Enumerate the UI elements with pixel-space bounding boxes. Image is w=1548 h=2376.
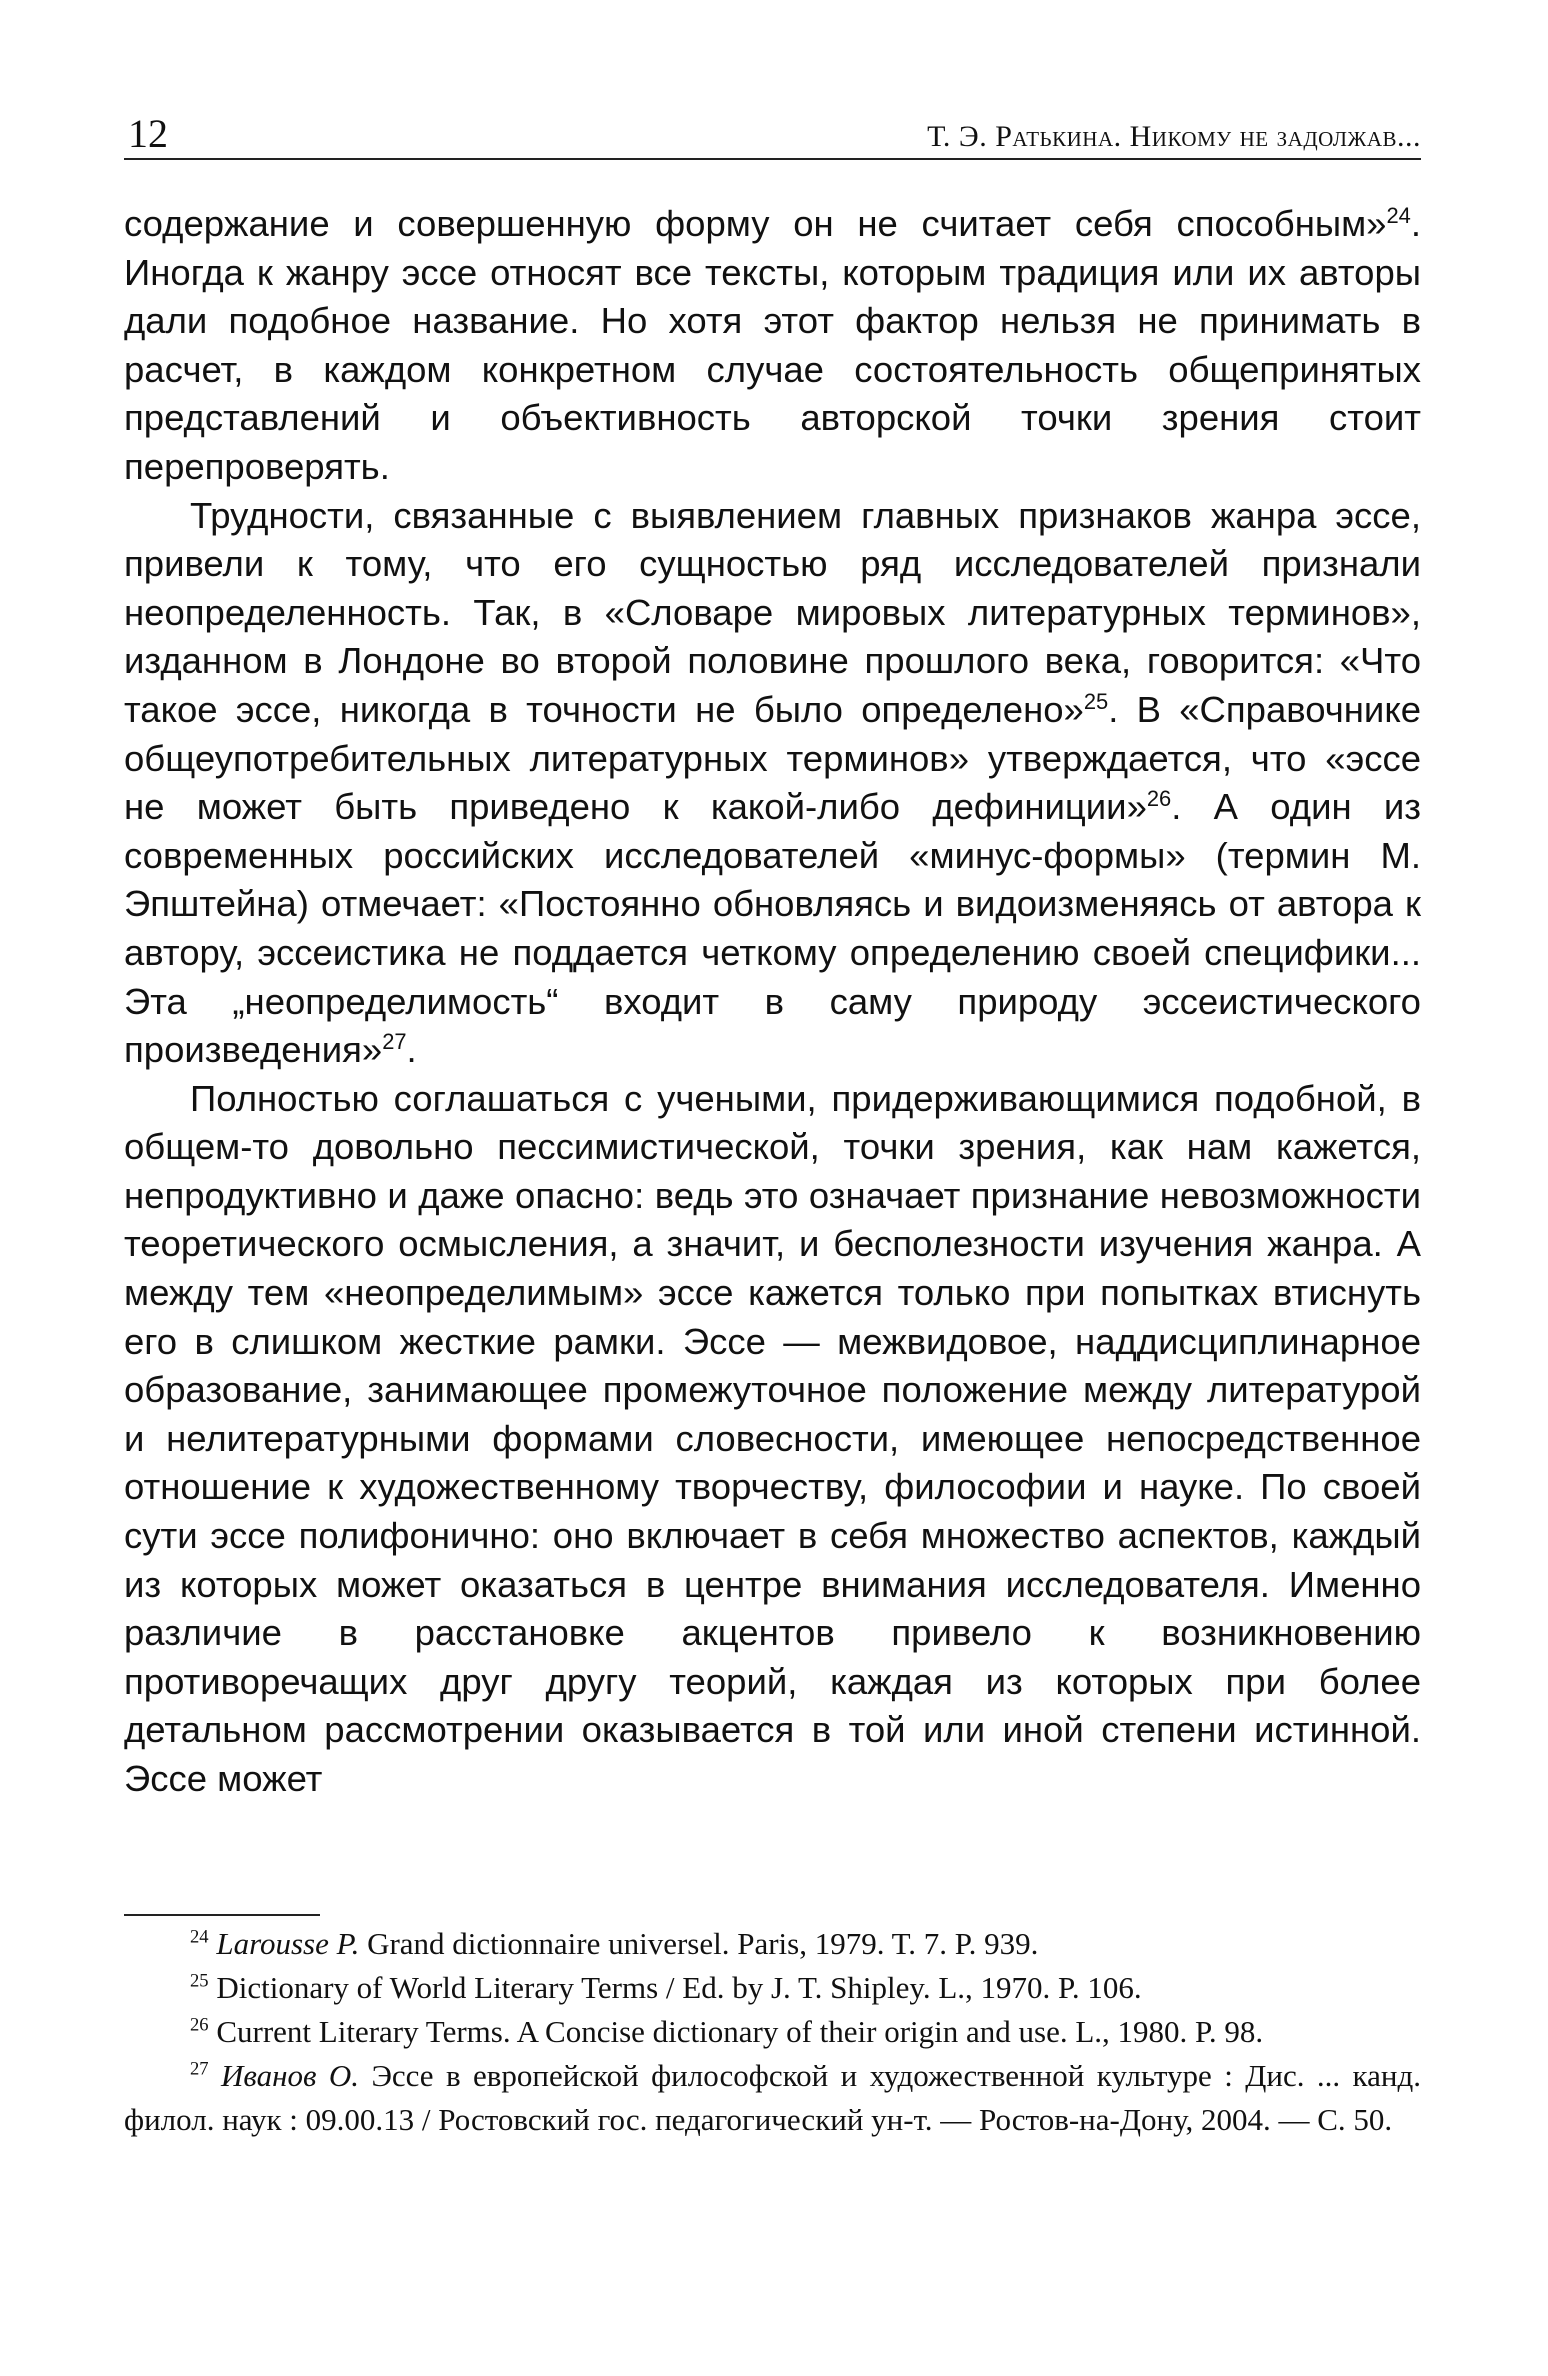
footnote-ref-27[interactable]: 27 bbox=[382, 1028, 407, 1054]
running-title-text: Ратькина. Никому не задолжав... bbox=[995, 120, 1421, 153]
page-header bbox=[124, 108, 1421, 160]
footnote-author: Иванов О. bbox=[221, 2058, 360, 2093]
running-title-initials: Т. Э. bbox=[927, 120, 988, 153]
paragraph-2-text-a: Трудности, связанные с выявлением главных признаков жанра эссе, привели к тому, что его сущностью ряд исследователей признали неопределенность. Так, в «Словаре мировых литературных терминов», изданном в Лондоне во второй половине прошлого века, говорится: «Что такое эссе, никогда в точности не было определено» bbox=[124, 494, 1421, 730]
page-number: 12 bbox=[128, 111, 168, 156]
footnote-24 bbox=[124, 1922, 1421, 1966]
footnote-number: 24 bbox=[190, 1926, 209, 1948]
paragraph-2-text-d: . bbox=[406, 1029, 417, 1071]
paragraph-2 bbox=[124, 492, 1421, 1075]
main-text bbox=[124, 200, 1421, 1804]
footnote-number: 27 bbox=[190, 2058, 209, 2080]
footnotes bbox=[124, 1922, 1421, 2142]
paragraph-3: Полностью соглашаться с учеными, придерживающимися подобной, в общем-то довольно пессимистической, точки зрения, как нам кажется, непродуктивно и даже опасно: ведь это означает признание невозможности теоретического осмысления, а значит, и бесполезности изучения жанра. А между тем «неопределимым» эссе кажется только при попытках втиснуть его в слишком жесткие рамки. Эссе — межвидовое, наддисциплинарное образование, занимающее промежуточное положение между литературой и нелитературными формами словесности, имеющее непосредственное отношение к художественному творчеству, философии и науке. По своей сути эссе полифонично: оно включает в себя множество аспектов, каждый из которых может оказаться в центре внимания исследователя. Именно различие в расстановке акцентов привело к возникновению противоречащих друг другу теорий, каждая из которых при более детальном рассмотрении оказывается в той или иной степени истинной. Эссе может bbox=[124, 1077, 1421, 1799]
footnote-ref-25[interactable]: 25 bbox=[1083, 688, 1109, 714]
footnote-text: Dictionary of World Literary Terms / Ed. by J. T. Shipley. L., 1970. P. 106. bbox=[208, 1970, 1142, 2005]
footnote-text: Current Literary Terms. A Concise dictionary of their origin and use. L., 1980. P. 98. bbox=[208, 2014, 1264, 2049]
running-title bbox=[927, 120, 1421, 154]
footnote-27 bbox=[124, 2054, 1421, 2142]
paragraph-2-text-b: . В «Справочнике общеупотребительных литературных терминов» утверждается, что «эссе не может быть приведено к какой-либо дефиниции» bbox=[124, 688, 1421, 828]
paragraph-2-text-c: . А один из современных российских исследователей «минус-формы» (термин М. Эпштейна) отмечает: «Постоянно обновляясь и видоизменяясь от автора к автору, эссеистика не поддается четкому определению своей специфики... Эта „неопределимость“ входит в саму природу эссеистического произведения» bbox=[124, 786, 1422, 1071]
paragraph-1 bbox=[124, 200, 1421, 492]
footnote-number: 26 bbox=[190, 2014, 209, 2036]
footnote-separator bbox=[124, 1914, 320, 1916]
footnote-text: Эссе в европейской философской и художественной культуре : Дис. ... канд. филол. наук : 09.00.13 / Ростовский гос. педагогический ун-т. — Ростов-на-Дону, 2004. — С. 50. bbox=[124, 2058, 1422, 2137]
footnote-25 bbox=[124, 1966, 1421, 2010]
footnote-26 bbox=[124, 2010, 1421, 2054]
footnote-author: Larousse P. bbox=[216, 1926, 360, 1961]
footnote-number: 25 bbox=[190, 1970, 209, 1992]
footnote-ref-24[interactable]: 24 bbox=[1386, 202, 1411, 228]
footnote-ref-26[interactable]: 26 bbox=[1146, 785, 1172, 811]
paragraph-1-text-cont: . Иногда к жанру эссе относят все тексты, которым традиция или их авторы дали подобное название. Но хотя этот фактор нельзя не принимать в расчет, в каждом конкретном случае состоятельность общепринятых представлений и объективность авторской точки зрения стоит перепроверять. bbox=[124, 203, 1421, 487]
paragraph-1-text: содержание и совершенную форму он не считает себя способным» bbox=[124, 203, 1387, 244]
footnote-text: Grand dictionnaire universel. Paris, 1979. T. 7. P. 939. bbox=[359, 1926, 1039, 1961]
